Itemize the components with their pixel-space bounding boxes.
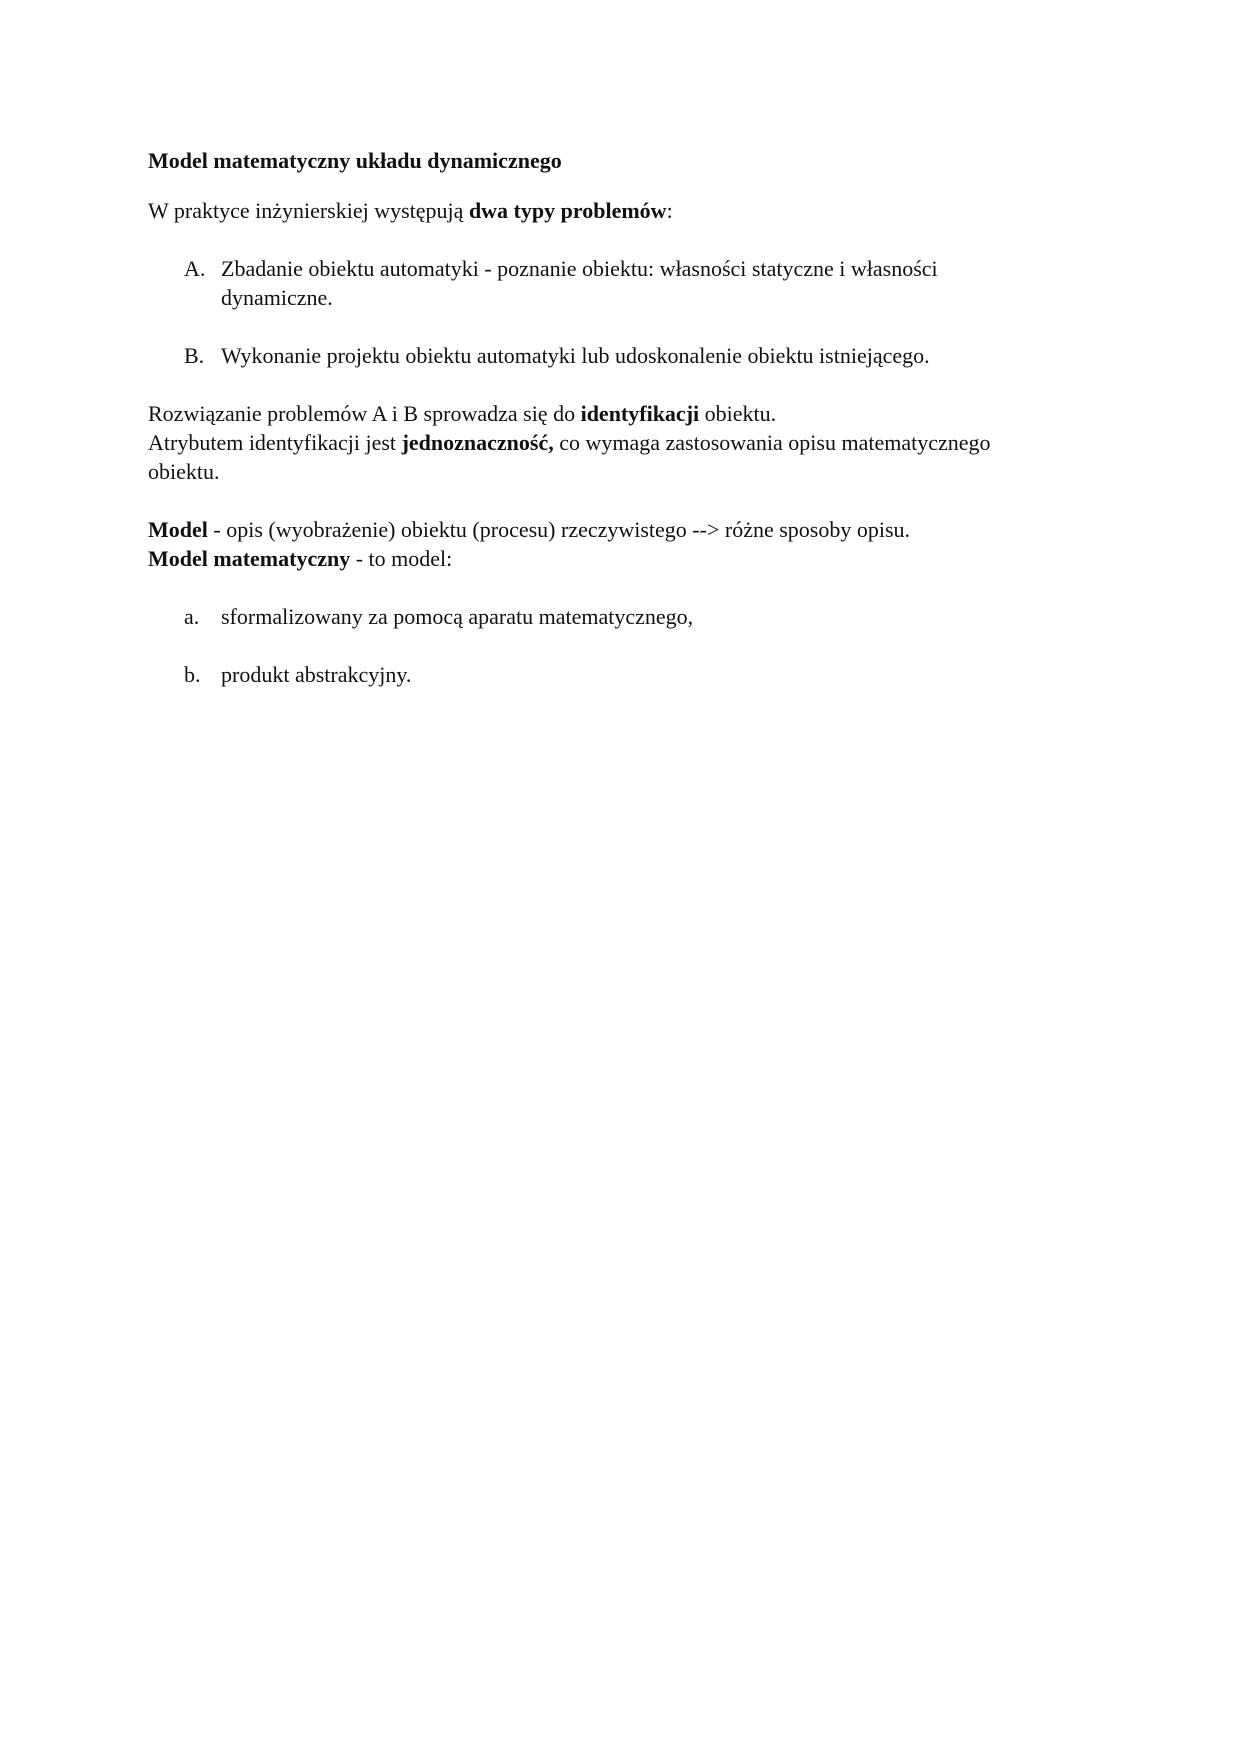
list-item — [148, 660, 1048, 689]
document-title: Model matematyczny układu dynamicznego — [148, 148, 562, 173]
intro-bold: dwa typy problemów — [468, 198, 667, 223]
model-bold: Model matematyczny — [148, 546, 351, 571]
model-line-2 — [148, 544, 1048, 573]
solution-line-2 — [148, 428, 1048, 486]
list-item — [148, 602, 1048, 631]
list-marker: B. — [184, 343, 205, 368]
list-item-text: sformalizowany za pomocą aparatu matematycznego, — [221, 604, 694, 629]
solution-bold: identyfikacji — [580, 401, 700, 426]
solution-text: Rozwiązanie problemów A i B sprowadza się do — [148, 401, 581, 426]
model-paragraph — [148, 515, 1048, 573]
list-item-text: Zbadanie obiektu automatyki - poznanie obiektu: własności statyczne i własności dynamiczne. — [221, 256, 938, 310]
list-marker: a. — [184, 604, 200, 629]
list-marker: A. — [184, 256, 206, 281]
solution-text: Atrybutem identyfikacji jest — [148, 430, 402, 455]
model-text: - opis (wyobrażenie) obiektu (procesu) rzeczywistego --> różne sposoby opisu. — [207, 517, 911, 542]
intro-text: W praktyce inżynierskiej występują — [148, 198, 469, 223]
model-features-list — [148, 602, 1048, 689]
problems-list — [148, 254, 1048, 370]
list-item-text: produkt abstrakcyjny. — [221, 662, 412, 687]
intro-end: : — [666, 198, 673, 223]
model-text: - to model: — [350, 546, 453, 571]
list-item — [148, 341, 1048, 370]
solution-paragraph — [148, 399, 1048, 486]
document-page — [148, 146, 1048, 718]
model-bold: Model — [148, 517, 208, 542]
solution-line-1 — [148, 399, 1048, 428]
solution-bold: jednoznaczność, — [401, 430, 554, 455]
list-item — [148, 254, 1048, 312]
solution-text: co wymaga zastosowania opisu matematycznego obiektu. — [148, 430, 991, 484]
model-line-1 — [148, 515, 1048, 544]
intro-paragraph — [148, 196, 1048, 225]
list-item-text: Wykonanie projektu obiektu automatyki lub udoskonalenie obiektu istniejącego. — [221, 343, 930, 368]
solution-text: obiektu. — [699, 401, 777, 426]
list-marker: b. — [184, 662, 201, 687]
